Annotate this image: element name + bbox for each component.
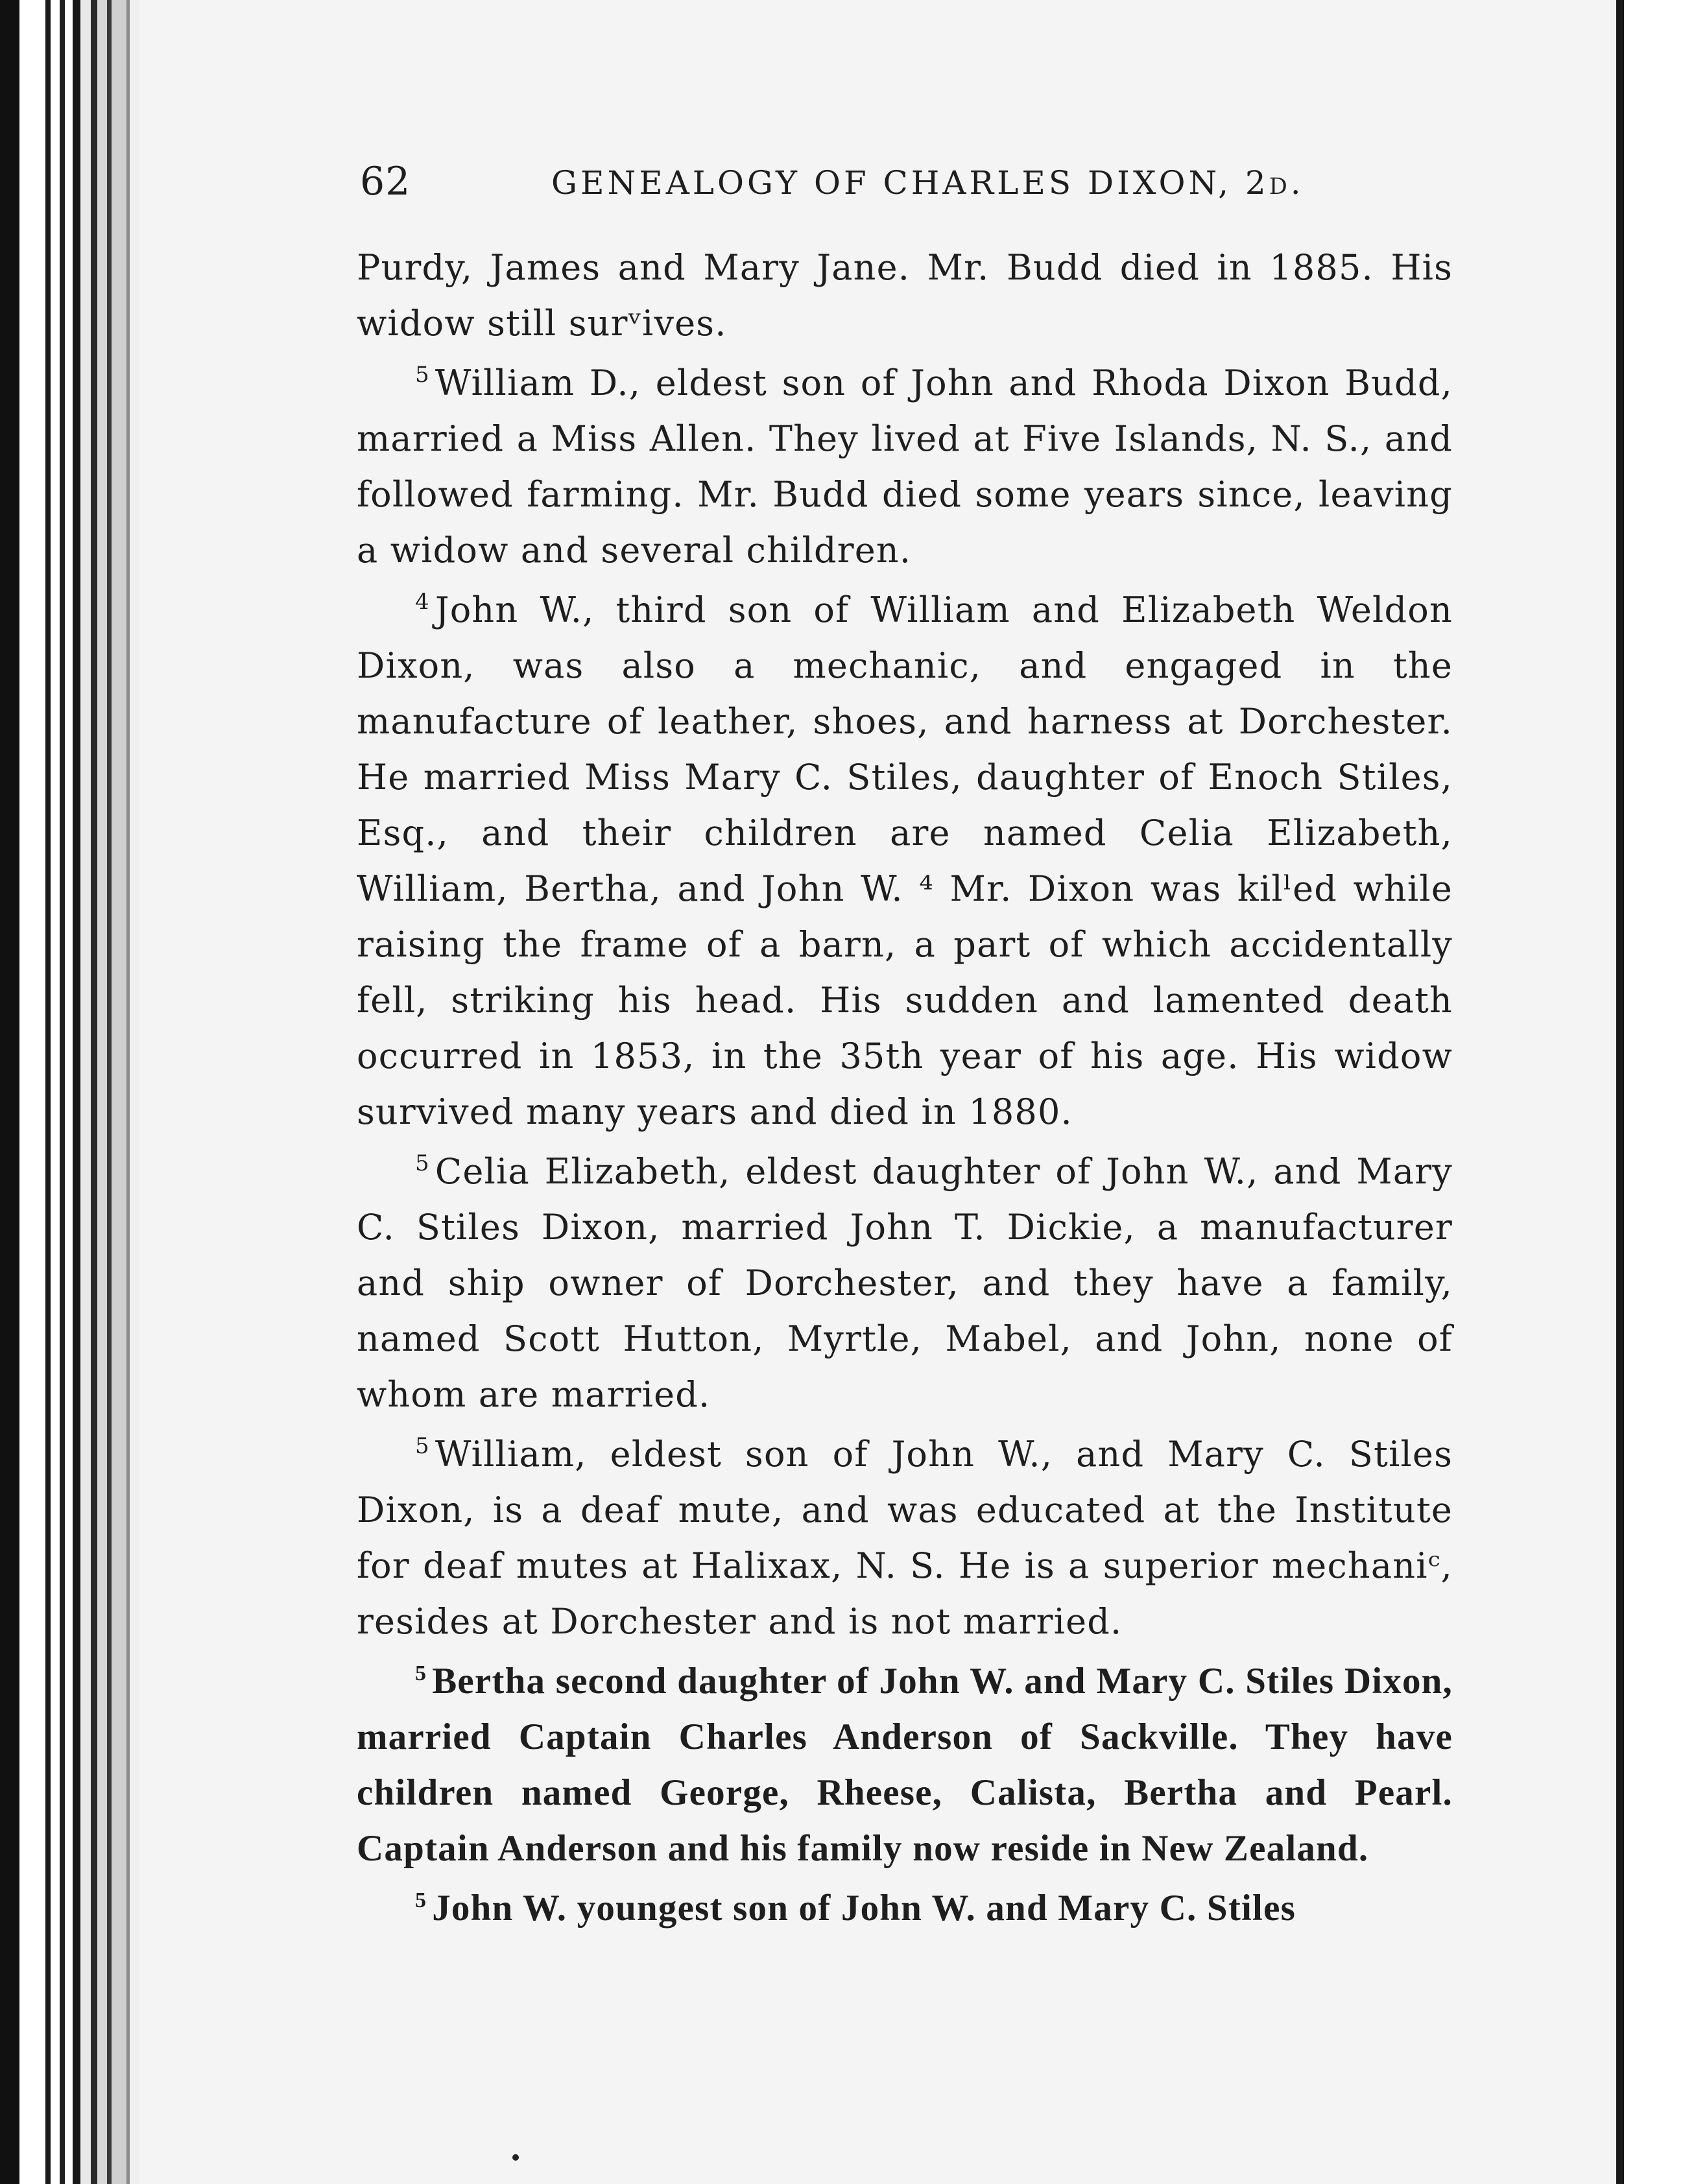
gutter-shadow xyxy=(0,0,19,2184)
paragraph-celia-elizabeth xyxy=(357,1144,1453,1423)
paragraph-text: William D., eldest son of John and Rhoda Dixon Budd, married a Miss Allen. They lived at Five Islands, N. S., and followed farming. Mr. Budd died some years since, leaving a widow and several children. xyxy=(357,362,1453,571)
paragraph-john-w-junior xyxy=(357,1881,1453,1936)
paragraph-text: Bertha second daughter of John W. and Mary C. Stiles Dixon, married Captain Charles Anderson of Sackville. They have children named George, Rheese, Calista, Bertha and Pearl. Captain Anderson and his family now reside in New Zealand. xyxy=(357,1661,1453,1869)
running-title xyxy=(551,164,1304,202)
book-gutter xyxy=(0,0,139,2184)
paragraph-continuation xyxy=(357,240,1453,351)
generation-number: 4 xyxy=(415,589,430,615)
paragraph-bertha xyxy=(357,1654,1453,1877)
paragraph-text: John W. youngest son of John W. and Mary C. Stiles xyxy=(432,1888,1296,1929)
paragraph-text: Purdy, James and Mary Jane. Mr. Budd died in 1885. His widow still surᵛives. xyxy=(357,247,1453,344)
page-right-edge xyxy=(1616,0,1624,2184)
paragraph-text: William, eldest son of John W., and Mary C. Stiles Dixon, is a deaf mute, and was educated at the Institute for deaf mutes at Halixax, N. S. He is a superior mechaniᶜ, resides at Dorchester and is not married. xyxy=(357,1434,1453,1642)
generation-number: 5 xyxy=(415,1888,427,1912)
running-header xyxy=(360,159,1320,217)
running-title-suffix: d. xyxy=(1269,164,1304,202)
page-number: 62 xyxy=(360,159,411,204)
paragraph-william xyxy=(357,1427,1453,1650)
generation-number: 5 xyxy=(415,1150,430,1176)
paragraph-william-d xyxy=(357,355,1453,578)
running-title-text: GENEALOGY OF CHARLES DIXON, 2 xyxy=(551,164,1269,202)
paragraph-text: John W., third son of William and Elizabeth Weldon Dixon, was also a mechanic, and engaged in the manufacture of leather, shoes, and harness at Dorchester. He married Miss Mary C. Stiles, daughter of Enoch Stiles, Esq., and their children are named Celia Elizabeth, William, Bertha, and John W. ⁴ Mr. Dixon was kilˡed while raising the frame of a barn, a part of which accidentally fell, striking his head. His sudden and lamented death occurred in 1853, in the 35th year of his age. His widow survived many years and died in 1880. xyxy=(357,589,1453,1132)
body-text xyxy=(357,240,1453,1940)
generation-number: 5 xyxy=(415,362,430,388)
ink-speck xyxy=(512,2154,519,2161)
paragraph-text: Celia Elizabeth, eldest daughter of John W., and Mary C. Stiles Dixon, married John T. Dickie, a manufacturer and ship owner of Dorchester, and they have a family, named Scott Hutton, Myrtle, Mabel, and John, none of whom are married. xyxy=(357,1151,1453,1415)
right-margin xyxy=(1624,0,1707,2184)
generation-number: 5 xyxy=(415,1661,427,1685)
generation-number: 5 xyxy=(415,1433,430,1459)
paragraph-john-w-senior xyxy=(357,582,1453,1140)
